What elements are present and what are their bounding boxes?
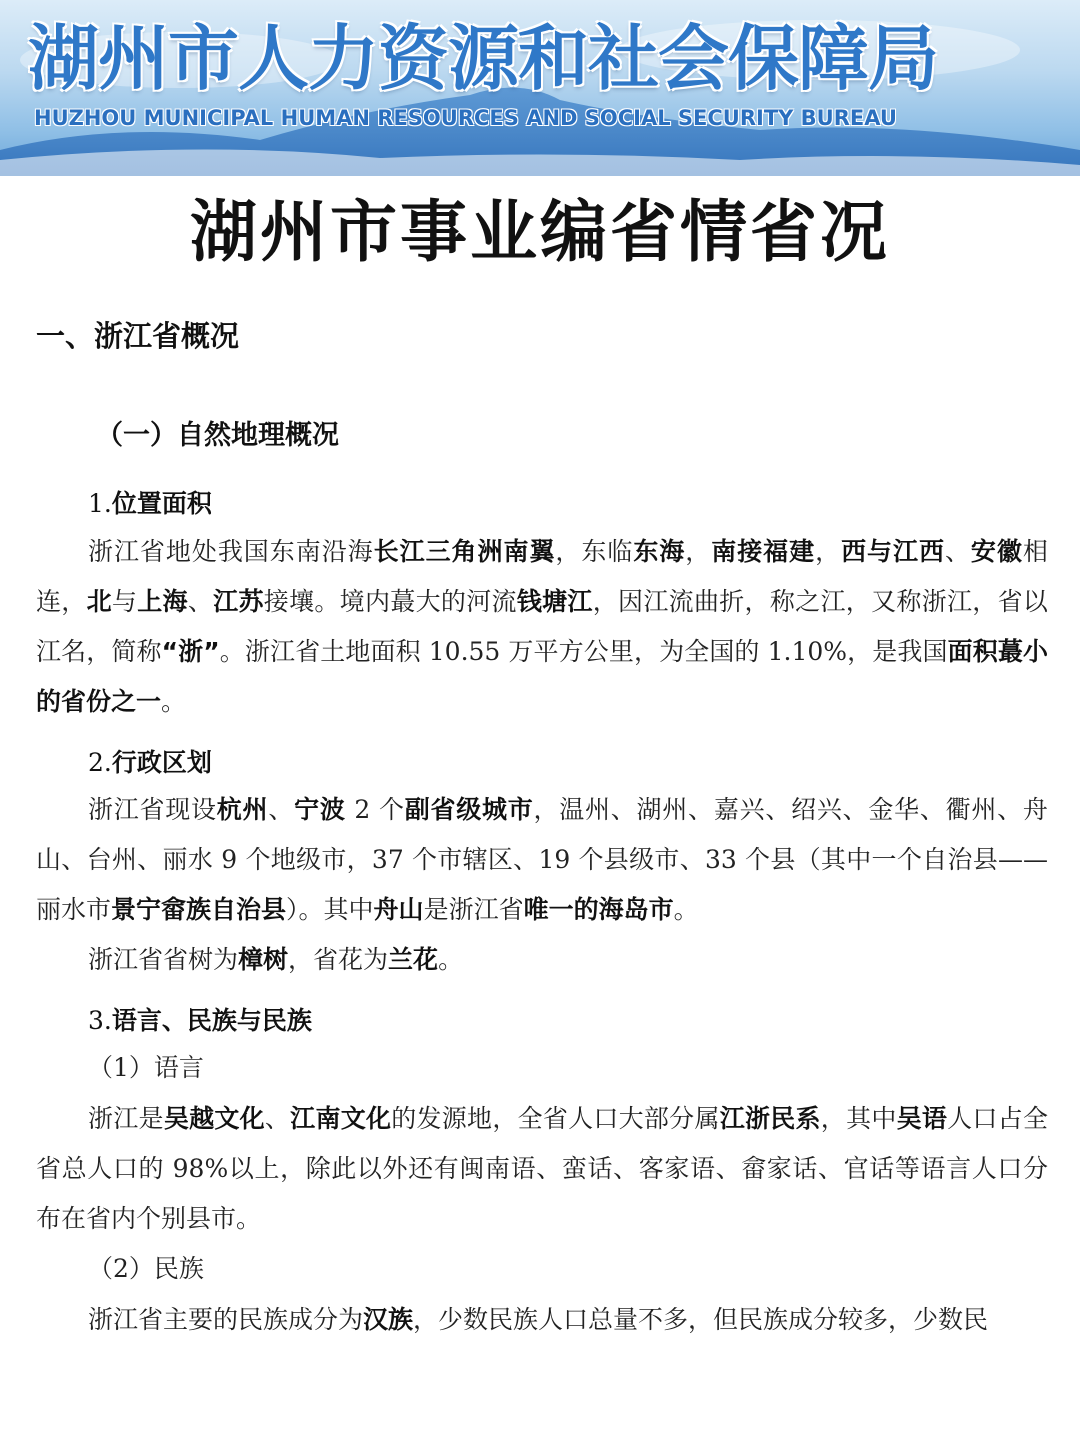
paragraph-text: 、 bbox=[187, 587, 214, 616]
paragraph-text: 的发源地，全省人口大部分属 bbox=[391, 1104, 720, 1133]
emphasis-text: 南接福建 bbox=[711, 537, 816, 566]
emphasis-text: 面积蕞小的省份之一 bbox=[36, 637, 1048, 716]
emphasis-text: 长江三角洲南翼 bbox=[373, 537, 556, 566]
paragraph-text: 、 bbox=[264, 1104, 291, 1133]
paragraph-text: 。 bbox=[161, 687, 187, 716]
paragraph-text: ， bbox=[685, 537, 712, 566]
paragraph-text: 接壤。境内蕞大的河流 bbox=[263, 587, 517, 616]
item-title: 行政区划 bbox=[111, 748, 212, 777]
emphasis-text: 江西 bbox=[893, 537, 945, 566]
emphasis-text: 杭州 bbox=[216, 795, 269, 824]
paragraph-ethnicity bbox=[36, 1295, 1048, 1345]
emphasis-text: 吴语 bbox=[896, 1104, 948, 1133]
emphasis-text: 樟树 bbox=[238, 945, 289, 974]
paragraph-location bbox=[36, 527, 1048, 727]
emphasis-text: “浙” bbox=[161, 637, 220, 666]
emphasis-text: 兰花 bbox=[388, 945, 439, 974]
emphasis-text: 江南文化 bbox=[290, 1104, 392, 1133]
paragraph-text: 、 bbox=[944, 537, 971, 566]
paragraph-text: 浙江省地处我国东南沿海 bbox=[88, 537, 374, 566]
subheading-ethnicity: （2）民族 bbox=[88, 1254, 204, 1283]
paragraph-text: 、 bbox=[268, 795, 295, 824]
item-heading-location bbox=[88, 485, 212, 523]
emphasis-text: 江浙民系 bbox=[719, 1104, 821, 1133]
emphasis-text: 汉族 bbox=[363, 1305, 414, 1334]
paragraph-text: 是浙江省 bbox=[423, 895, 524, 924]
item-heading-language bbox=[88, 1002, 312, 1040]
emphasis-text: 舟山 bbox=[373, 895, 424, 924]
item-heading-admin bbox=[88, 744, 212, 782]
emphasis-text: 副省级城市 bbox=[404, 795, 534, 824]
paragraph-text: 浙江省省树为 bbox=[88, 945, 239, 974]
paragraph-text: 2 个 bbox=[345, 795, 405, 824]
paragraph-text: 浙江省主要的民族成分为 bbox=[88, 1305, 364, 1334]
section-heading: 一、浙江省概况 bbox=[36, 319, 240, 353]
paragraph-text: 。浙江省土地面积 10.55 万平方公里，为全国的 1.10%，是我国 bbox=[219, 637, 948, 666]
paragraph-text: ， bbox=[815, 537, 842, 566]
emphasis-text: 吴越文化 bbox=[163, 1104, 265, 1133]
emphasis-text: 宁波 bbox=[294, 795, 346, 824]
emphasis-text: 安徽 bbox=[970, 537, 1023, 566]
subsection-heading: （一）自然地理概况 bbox=[96, 420, 339, 451]
item-number: 2. bbox=[88, 748, 112, 777]
emphasis-text: 唯一的海岛市 bbox=[523, 895, 674, 924]
header-banner bbox=[0, 0, 1080, 176]
emphasis-text: 上海 bbox=[137, 587, 188, 616]
paragraph-text: ，因江流曲折，称之江，又称浙江，省以江名，简称 bbox=[36, 587, 1048, 666]
paragraph-text: ，温州、湖州、嘉兴、绍兴、金华、衢州、舟山、台州、丽水 9 个地级市，37 个市辖区、19 个县级市、33 个县（其中一个自治县——丽水市 bbox=[36, 795, 1048, 924]
paragraph-text: 相连， bbox=[36, 537, 1048, 616]
emphasis-text: 景宁畲族自治县 bbox=[111, 895, 287, 924]
emphasis-text: 钱塘江 bbox=[516, 587, 593, 616]
paragraph-provincial-symbols bbox=[36, 935, 1048, 985]
paragraph-admin bbox=[36, 785, 1048, 935]
bureau-name: 湖州市人力资源和社会保障局 bbox=[28, 17, 939, 100]
paragraph-text: 浙江是 bbox=[88, 1104, 164, 1133]
paragraph-text: 浙江省现设 bbox=[88, 795, 217, 824]
paragraph-text: 。 bbox=[438, 945, 464, 974]
emphasis-text: 北 bbox=[86, 587, 112, 616]
item-number: 3. bbox=[88, 1006, 112, 1035]
emphasis-text: 西与 bbox=[841, 537, 894, 566]
emphasis-text: 江苏 bbox=[213, 587, 264, 616]
paragraph-text: ，省花为 bbox=[288, 945, 389, 974]
subheading-language: （1）语言 bbox=[88, 1053, 204, 1082]
paragraph-text: ，少数民族人口总量不多，但民族成分较多，少数民 bbox=[413, 1305, 989, 1334]
paragraph-text: ，其中 bbox=[820, 1104, 897, 1133]
bureau-english-name: HUZHOU MUNICIPAL HUMAN RESOURCES AND SOCIAL SECURITY BUREAU bbox=[34, 106, 897, 130]
paragraph-text: ）。其中 bbox=[286, 895, 374, 924]
item-title: 位置面积 bbox=[111, 489, 212, 518]
document-title: 湖州市事业编省情省况 bbox=[190, 193, 890, 271]
item-number: 1. bbox=[88, 489, 112, 518]
paragraph-language bbox=[36, 1094, 1048, 1244]
paragraph-text: 人口占全省总人口的 98%以上，除此以外还有闽南语、蛮话、客家语、畲家话、官话等语言人口分布在省内个别县市。 bbox=[36, 1104, 1048, 1233]
paragraph-text: 。 bbox=[673, 895, 699, 924]
paragraph-text: 与 bbox=[111, 587, 138, 616]
emphasis-text: 东海 bbox=[633, 537, 686, 566]
item-title: 语言、民族与民族 bbox=[111, 1006, 312, 1035]
paragraph-text: ，东临 bbox=[555, 537, 634, 566]
